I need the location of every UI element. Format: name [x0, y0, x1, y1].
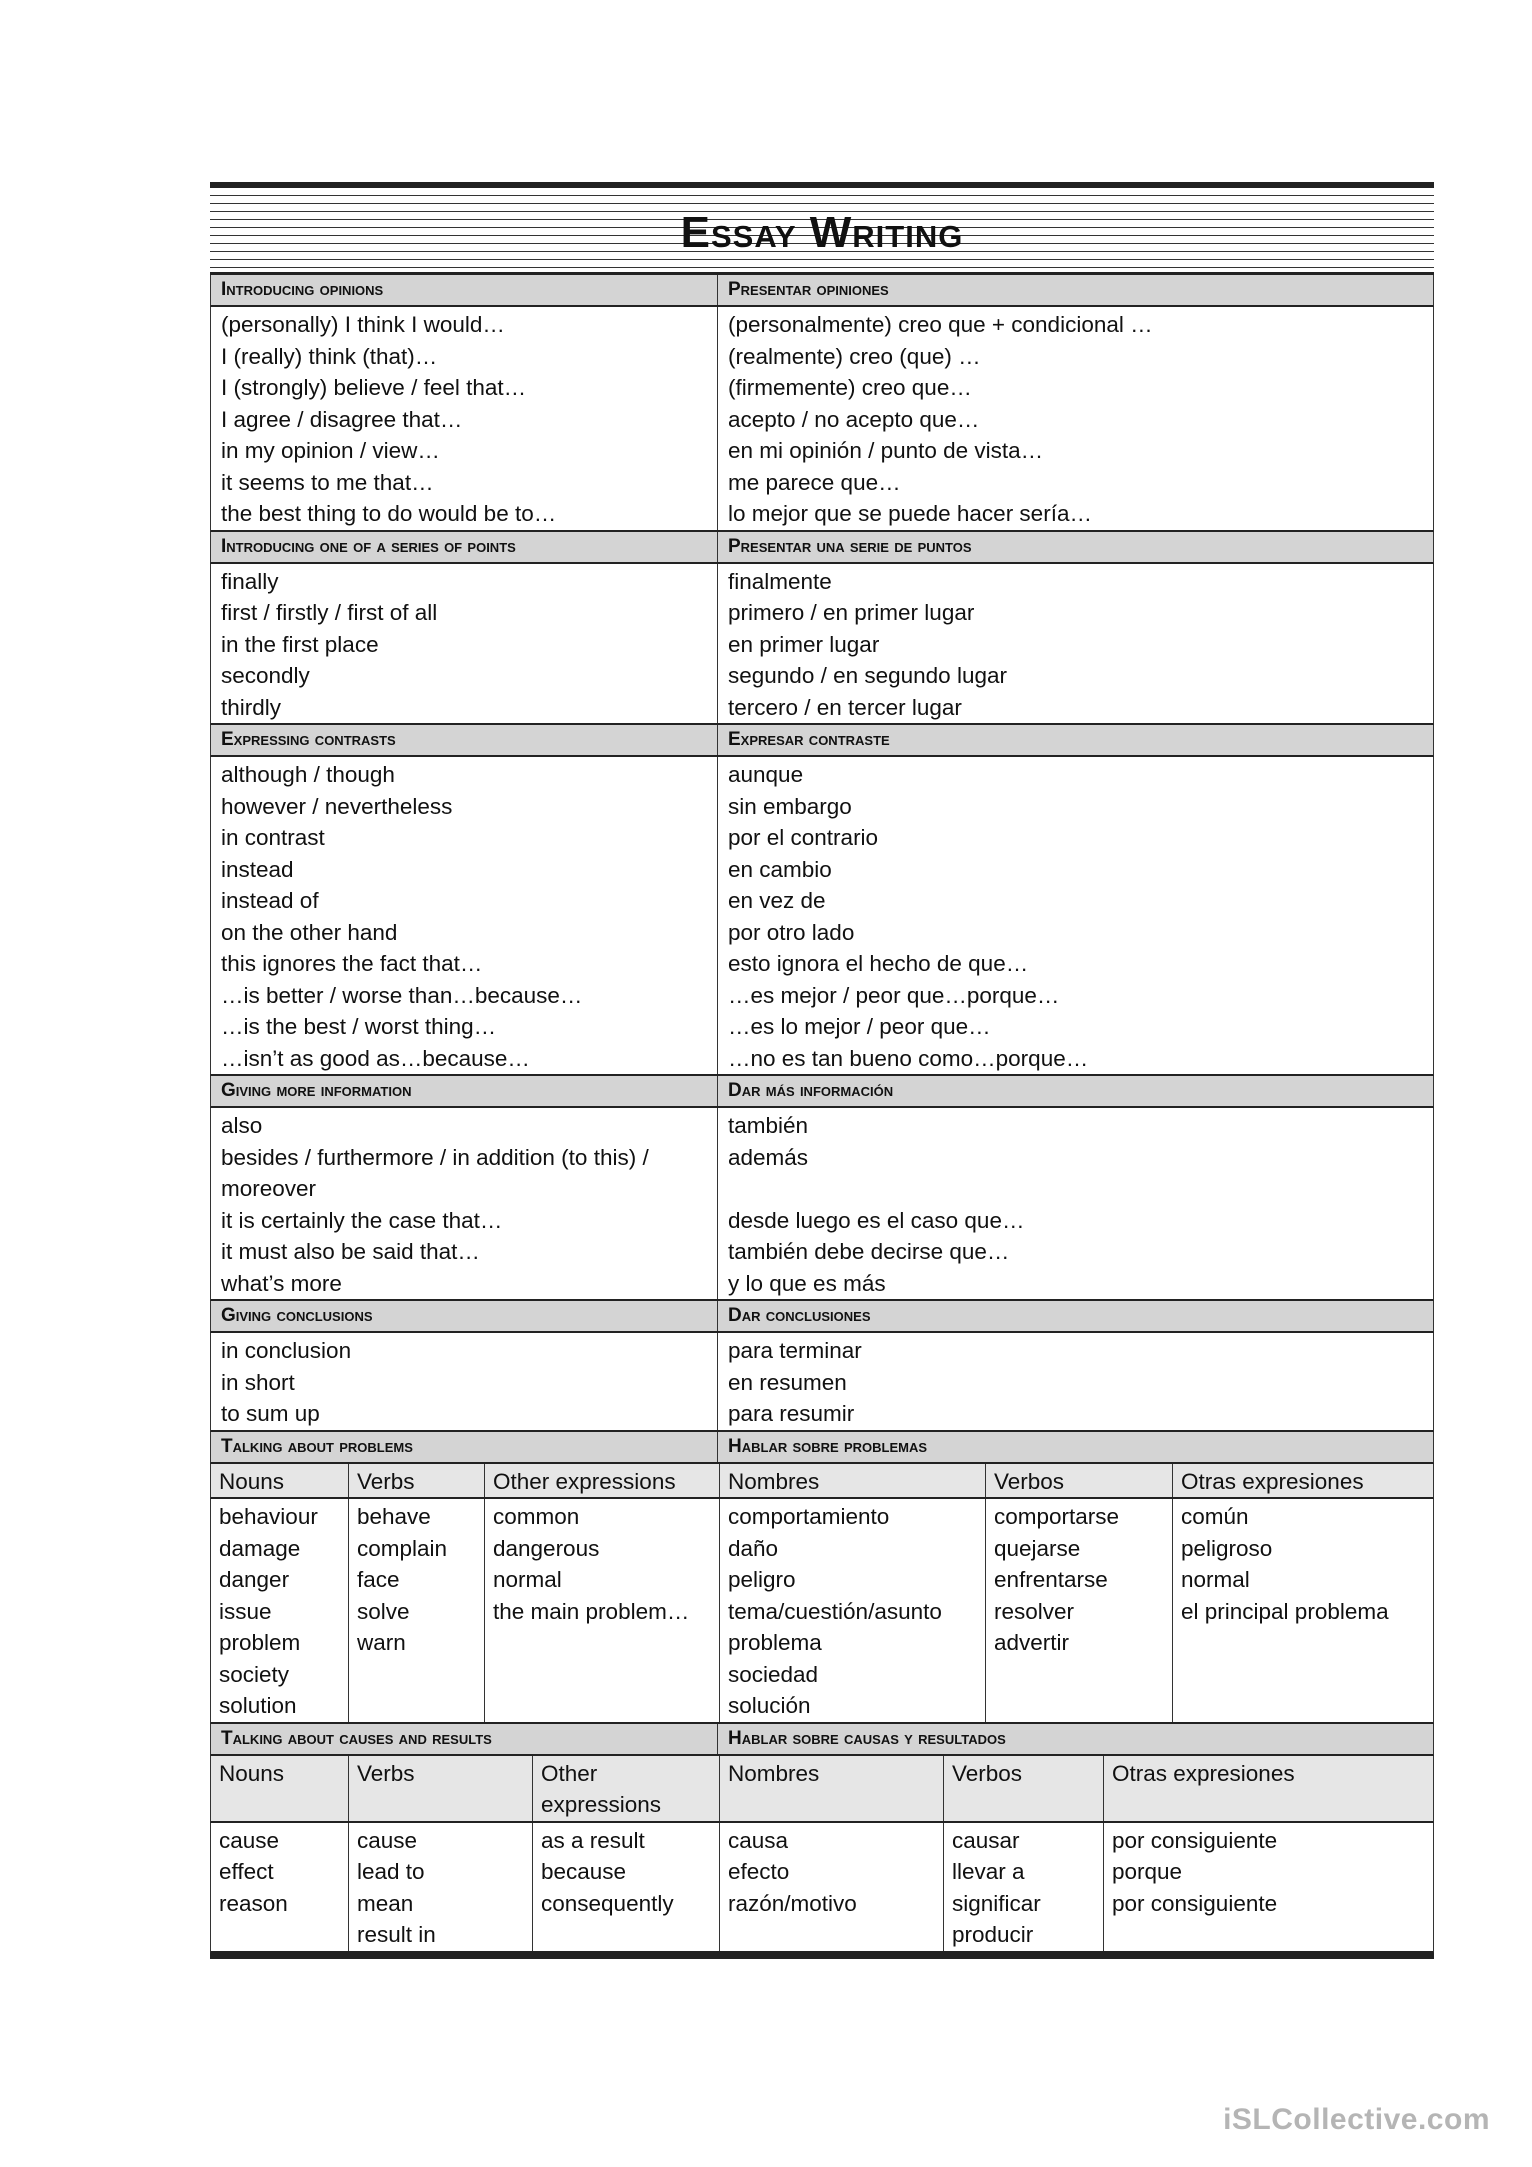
table-cell: issue	[219, 1598, 272, 1624]
column-header	[720, 1756, 944, 1821]
table-cell: problem	[219, 1630, 301, 1655]
problems-header-es: Hablar sobre problemas	[728, 1435, 928, 1457]
spanish-phrase: desde luego es el caso que…	[728, 1207, 1025, 1233]
table-cell: as a result	[541, 1827, 645, 1853]
causes-header-en: Talking about causes and results	[211, 1724, 718, 1754]
column-header-label: Other	[541, 1760, 598, 1786]
table-cell: peligroso	[1181, 1535, 1273, 1561]
table-cell: llevar a	[952, 1859, 1025, 1884]
column-header	[211, 1464, 349, 1498]
table-cell: warn	[357, 1630, 406, 1655]
english-phrase: it must also be said that…	[221, 1239, 480, 1264]
table-cell: reason	[219, 1890, 288, 1916]
table-cell: consequently	[541, 1890, 674, 1916]
section-body-row	[210, 307, 1434, 532]
column-header	[1173, 1464, 1432, 1498]
section-body-row	[210, 564, 1434, 726]
english-phrase: I (really) think (that)…	[221, 343, 438, 369]
table-cell: dangerous	[493, 1535, 600, 1561]
worksheet	[210, 182, 1434, 1959]
spanish-phrase: segundo / en segundo lugar	[728, 663, 1007, 688]
english-phrase: I agree / disagree that…	[221, 406, 463, 432]
column-header-label: expressions	[541, 1792, 662, 1817]
spanish-phrase: …es mejor / peor que…porque…	[728, 982, 1060, 1008]
table-column	[720, 1499, 986, 1722]
english-phrases	[211, 757, 718, 1074]
table-cell: cause	[357, 1827, 418, 1853]
table-cell: tema/cuestión/asunto	[728, 1598, 942, 1624]
table-cell: quejarse	[994, 1535, 1081, 1561]
table-cell: enfrentarse	[994, 1567, 1108, 1592]
table-column	[485, 1499, 720, 1722]
phrase-table	[210, 275, 1434, 1953]
column-header	[720, 1464, 986, 1498]
section-body-row	[210, 1108, 1434, 1301]
table-cell: efecto	[728, 1859, 790, 1884]
english-phrase: on the other hand	[221, 919, 398, 945]
spanish-phrase: (realmente) creo (que) …	[728, 343, 981, 369]
column-header-label: Verbos	[994, 1468, 1065, 1494]
spanish-phrase: primero / en primer lugar	[728, 600, 975, 625]
table-cell: complain	[357, 1535, 448, 1561]
spanish-phrase: (firmemente) creo que…	[728, 375, 972, 400]
spanish-phrase: tercero / en tercer lugar	[728, 694, 962, 720]
column-header	[1104, 1756, 1432, 1821]
english-phrases	[211, 1333, 718, 1430]
table-cell: causa	[728, 1827, 789, 1853]
page-title: Essay Writing	[680, 208, 964, 257]
section-header-row	[210, 1301, 1434, 1333]
spanish-phrase: en vez de	[728, 888, 826, 913]
table-cell: peligro	[728, 1567, 796, 1592]
english-phrase: in my opinion / view…	[221, 438, 440, 463]
english-phrase: although / though	[221, 762, 395, 787]
spanish-phrase: y lo que es más	[728, 1270, 886, 1296]
english-phrase: in conclusion	[221, 1338, 352, 1363]
spanish-phrase: sin embargo	[728, 793, 852, 819]
english-phrase: I (strongly) believe / feel that…	[221, 375, 527, 400]
column-header-label: Otras expresiones	[1181, 1468, 1364, 1494]
spanish-phrase: también debe decirse que…	[728, 1239, 1010, 1264]
column-header	[533, 1756, 720, 1821]
causes-header-es: Hablar sobre causas y resultados	[728, 1727, 1006, 1749]
table-cell: lead to	[357, 1859, 425, 1884]
table-cell: the main problem…	[493, 1598, 690, 1624]
table-cell: behave	[357, 1504, 431, 1529]
column-header	[349, 1464, 485, 1498]
table-column	[944, 1823, 1104, 1951]
table-cell: el principal problema	[1181, 1598, 1389, 1624]
english-phrase: secondly	[221, 663, 310, 688]
table-cell: problema	[728, 1630, 822, 1655]
english-phrase: this ignores the fact that…	[221, 951, 483, 976]
section-header-en: Introducing opinions	[211, 275, 718, 305]
table-cell: producir	[952, 1922, 1034, 1947]
section-header-en: Giving conclusions	[211, 1301, 718, 1331]
english-phrase: besides / furthermore / in addition (to this) /	[221, 1144, 649, 1170]
english-phrase: instead	[221, 856, 294, 882]
table-cell: solution	[219, 1693, 297, 1718]
section-header-row	[210, 725, 1434, 757]
english-phrases	[211, 1108, 718, 1299]
table-cell: common	[493, 1504, 580, 1529]
table-column	[1104, 1823, 1432, 1951]
table-cell: face	[357, 1567, 400, 1592]
english-phrase: thirdly	[221, 694, 282, 720]
table-cell: effect	[219, 1859, 274, 1884]
table-cell: resolver	[994, 1598, 1075, 1624]
table-cell: causar	[952, 1827, 1020, 1853]
section-header-row	[210, 1076, 1434, 1108]
table-column	[211, 1499, 349, 1722]
column-header-label: Verbos	[952, 1760, 1023, 1786]
table-cell: daño	[728, 1535, 779, 1561]
section-header-row	[210, 275, 1434, 307]
english-phrase: what’s more	[221, 1270, 342, 1296]
english-phrase: finally	[221, 568, 279, 594]
spanish-phrase: en primer lugar	[728, 631, 880, 657]
spanish-phrase	[728, 1173, 1433, 1205]
spanish-phrase: …no es tan bueno como…porque…	[728, 1045, 1089, 1071]
causes-header-row	[210, 1724, 1434, 1756]
spanish-phrase: lo mejor que se puede hacer sería…	[728, 501, 1092, 526]
table-column	[349, 1499, 485, 1722]
table-cell: society	[219, 1661, 290, 1687]
spanish-phrase: acepto / no acepto que…	[728, 406, 980, 432]
spanish-phrase: además	[728, 1144, 809, 1170]
section-header-row	[210, 532, 1434, 564]
spanish-phrase: para terminar	[728, 1338, 862, 1363]
spanish-phrase: esto ignora el hecho de que…	[728, 951, 1029, 976]
column-header-label: Verbs	[357, 1468, 415, 1494]
english-phrase: it is certainly the case that…	[221, 1207, 503, 1233]
table-cell: damage	[219, 1535, 301, 1561]
section-header-es: Presentar opiniones	[728, 279, 889, 300]
spanish-phrase: me parece que…	[728, 469, 901, 495]
column-header	[349, 1756, 533, 1821]
table-cell: sociedad	[728, 1661, 819, 1687]
table-cell: normal	[1181, 1567, 1250, 1592]
section-header-es: Presentar una serie de puntos	[728, 535, 972, 557]
table-cell: result in	[357, 1922, 436, 1947]
table-cell: because	[541, 1859, 627, 1884]
spanish-phrase: en cambio	[728, 856, 832, 882]
table-column	[1173, 1499, 1432, 1722]
table-cell: común	[1181, 1504, 1249, 1529]
column-header	[944, 1756, 1104, 1821]
section-header-en: Expressing contrasts	[211, 725, 718, 755]
table-cell: mean	[357, 1890, 414, 1916]
table-cell: comportamiento	[728, 1504, 890, 1529]
english-phrase: also	[221, 1113, 263, 1138]
spanish-phrase: también	[728, 1113, 809, 1138]
watermark: iSLCollective.com	[1223, 2103, 1490, 2136]
spanish-phrases	[718, 307, 1433, 530]
column-header-label: Nouns	[219, 1468, 285, 1494]
spanish-phrase: aunque	[728, 762, 804, 787]
table-cell: significar	[952, 1890, 1041, 1916]
section-header-es: Dar conclusiones	[728, 1305, 871, 1326]
table-cell: danger	[219, 1567, 290, 1592]
causes-column-body	[210, 1823, 1434, 1953]
english-phrase: first / firstly / first of all	[221, 600, 438, 625]
english-phrase: it seems to me that…	[221, 469, 434, 495]
problems-header-en: Talking about problems	[211, 1432, 718, 1462]
table-cell: solución	[728, 1693, 811, 1718]
english-phrase: in contrast	[221, 825, 325, 850]
section-header-es: Expresar contraste	[728, 729, 890, 750]
table-cell: por consiguiente	[1112, 1890, 1278, 1916]
english-phrase: in short	[221, 1369, 295, 1395]
spanish-phrase: finalmente	[728, 568, 832, 594]
table-column	[986, 1499, 1173, 1722]
column-header-label: Other expressions	[493, 1468, 676, 1494]
column-header	[986, 1464, 1173, 1498]
spanish-phrase: para resumir	[728, 1401, 855, 1426]
spanish-phrase: en resumen	[728, 1369, 847, 1395]
spanish-phrases	[718, 1333, 1433, 1430]
english-phrase: (personally) I think I would…	[221, 312, 505, 337]
english-phrase: to sum up	[221, 1401, 320, 1426]
column-header-label: Nombres	[728, 1468, 820, 1494]
table-cell: comportarse	[994, 1504, 1120, 1529]
problems-header-row	[210, 1432, 1434, 1464]
spanish-phrases	[718, 757, 1433, 1074]
problems-column-headers	[210, 1464, 1434, 1500]
table-cell: normal	[493, 1567, 562, 1592]
table-cell: solve	[357, 1598, 410, 1624]
section-body-row	[210, 757, 1434, 1076]
table-cell: razón/motivo	[728, 1890, 857, 1916]
column-header-label: Nombres	[728, 1760, 820, 1786]
table-cell: behaviour	[219, 1504, 318, 1529]
english-phrase: moreover	[221, 1176, 317, 1201]
english-phrase: instead of	[221, 888, 319, 913]
spanish-phrases	[718, 1108, 1433, 1299]
spanish-phrases	[718, 564, 1433, 724]
spanish-phrase: …es lo mejor / peor que…	[728, 1014, 991, 1039]
spanish-phrase: en mi opinión / punto de vista…	[728, 438, 1044, 463]
column-header	[211, 1756, 349, 1821]
english-phrases	[211, 307, 718, 530]
causes-column-headers	[210, 1756, 1434, 1823]
table-column	[720, 1823, 944, 1951]
english-phrase: …is better / worse than…because…	[221, 982, 583, 1008]
spanish-phrase: (personalmente) creo que + condicional …	[728, 312, 1153, 337]
section-header-en: Giving more information	[211, 1076, 718, 1106]
english-phrases	[211, 564, 718, 724]
section-header-es: Dar más información	[728, 1080, 894, 1101]
table-cell: advertir	[994, 1630, 1070, 1655]
column-header-label: Nouns	[219, 1760, 285, 1786]
column-header	[485, 1464, 720, 1498]
table-column	[349, 1823, 533, 1951]
spanish-phrase: por el contrario	[728, 825, 879, 850]
table-cell: cause	[219, 1827, 280, 1853]
column-header-label: Verbs	[357, 1760, 415, 1786]
table-column	[211, 1823, 349, 1951]
section-body-row	[210, 1333, 1434, 1432]
spanish-phrase: por otro lado	[728, 919, 855, 945]
section-header-en: Introducing one of a series of points	[211, 532, 718, 562]
english-phrase: however / nevertheless	[221, 793, 453, 819]
english-phrase: …is the best / worst thing…	[221, 1014, 497, 1039]
title-banner	[210, 188, 1434, 275]
english-phrase: in the first place	[221, 631, 379, 657]
table-cell: por consiguiente	[1112, 1827, 1278, 1853]
table-cell: porque	[1112, 1859, 1183, 1884]
english-phrase: the best thing to do would be to…	[221, 501, 557, 526]
table-column	[533, 1823, 720, 1951]
column-header-label: Otras expresiones	[1112, 1760, 1295, 1786]
english-phrase: …isn’t as good as…because…	[221, 1045, 530, 1071]
problems-column-body	[210, 1499, 1434, 1724]
